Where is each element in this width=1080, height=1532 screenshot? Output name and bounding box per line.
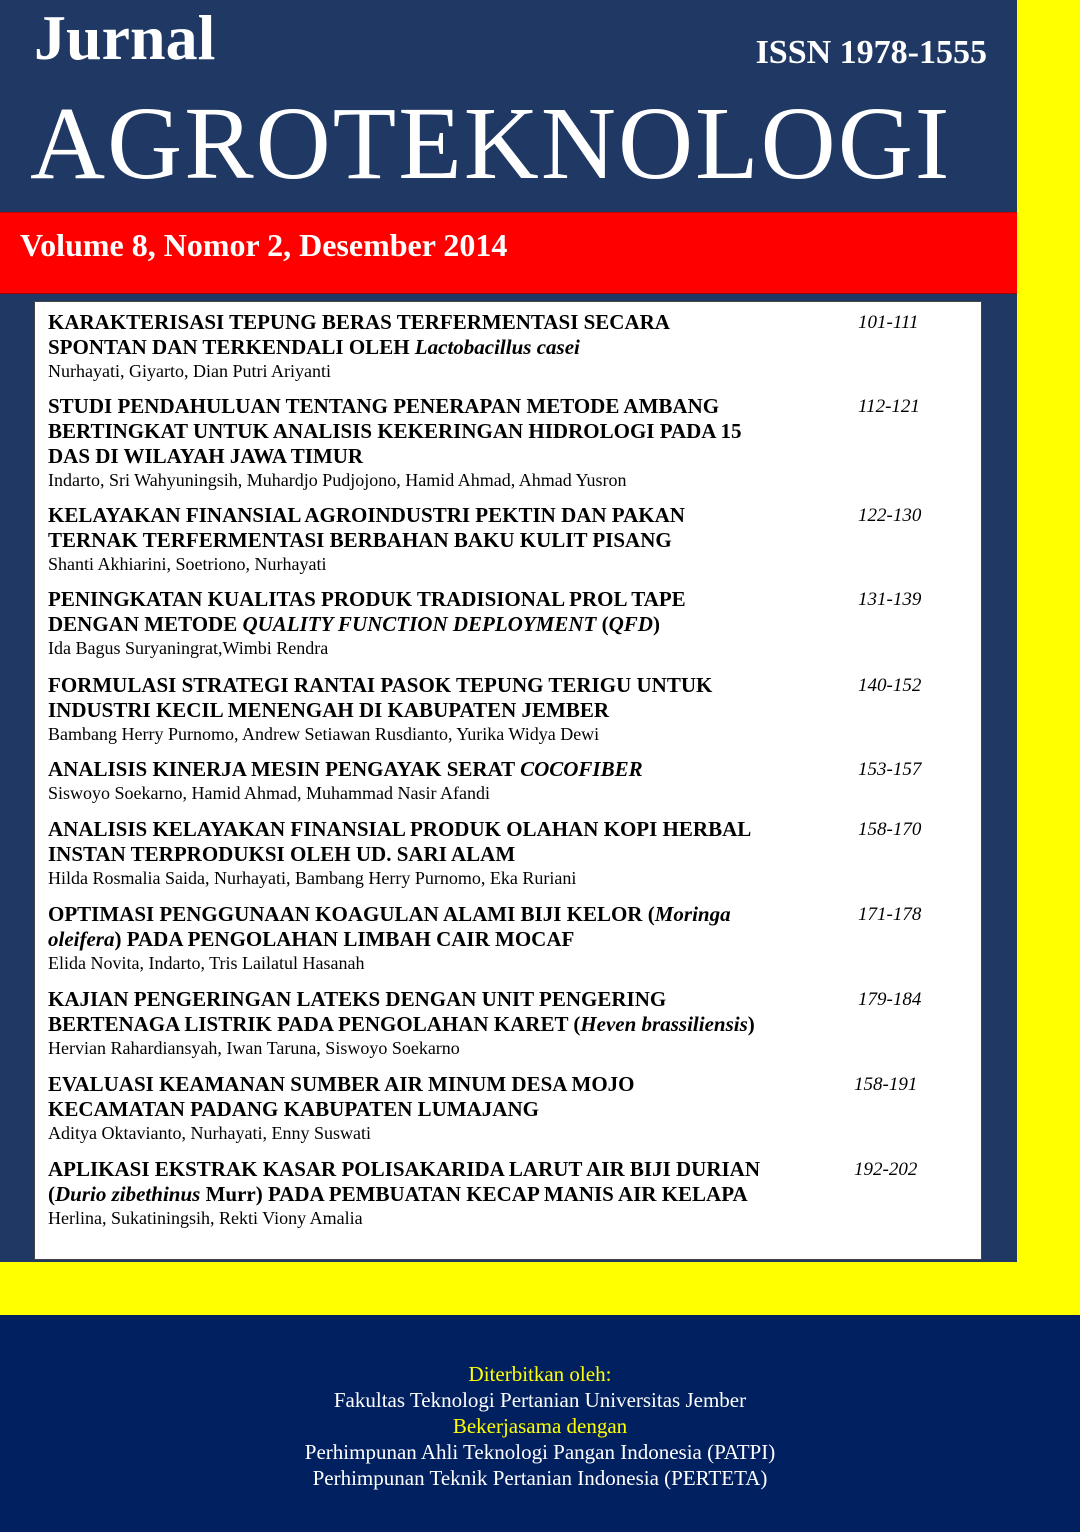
article-pages: 192-202 (854, 1159, 918, 1180)
article-authors: Hervian Rahardiansyah, Iwan Taruna, Siswoyo Soekarno (48, 1038, 460, 1058)
article-entry[interactable] (48, 817, 968, 889)
published-by-label: Diterbitkan oleh: (468, 1362, 612, 1386)
article-entry[interactable] (48, 1072, 968, 1144)
article-pages: 131-139 (858, 589, 922, 610)
publisher-footer (0, 1315, 1080, 1532)
article-pages: 171-178 (858, 904, 922, 925)
article-authors: Hilda Rosmalia Saida, Nurhayati, Bambang Herry Purnomo, Eka Ruriani (48, 868, 577, 888)
article-entry[interactable] (48, 310, 968, 382)
article-authors: Siswoyo Soekarno, Hamid Ahmad, Muhammad Nasir Afandi (48, 783, 490, 803)
article-pages: 179-184 (858, 989, 922, 1010)
article-entry[interactable] (48, 1157, 968, 1229)
article-entry[interactable] (48, 757, 968, 804)
article-entry[interactable] (48, 902, 968, 974)
journal-label: Jurnal (34, 2, 216, 73)
partner-organization: Perhimpunan Ahli Teknologi Pangan Indonesia (PATPI) (304, 1440, 776, 1464)
article-entry[interactable] (48, 394, 968, 491)
issn: ISSN 1978-1555 (755, 34, 987, 71)
article-pages: 158-191 (854, 1074, 918, 1095)
article-pages: 158-170 (858, 819, 922, 840)
article-title: EVALUASI KEAMANAN SUMBER AIR MINUM DESA MOJO KECAMATAN PADANG KABUPATEN LUMAJANG (48, 1072, 635, 1121)
article-title: APLIKASI EKSTRAK KASAR POLISAKARIDA LARUT AIR BIJI DURIAN (Durio zibethinus Murr) PADA PEMBUATAN KECAP MANIS AIR KELAPA (48, 1157, 761, 1206)
article-authors: Ida Bagus Suryaningrat,Wimbi Rendra (48, 638, 329, 658)
article-authors: Indarto, Sri Wahyuningsih, Muhardjo Pudjojono, Hamid Ahmad, Ahmad Yusron (48, 470, 627, 490)
article-title: PENINGKATAN KUALITAS PRODUK TRADISIONAL PROL TAPE DENGAN METODE QUALITY FUNCTION DEPLOYMENT (QFD) (48, 587, 686, 636)
article-entry[interactable] (48, 987, 968, 1059)
volume-banner (0, 212, 1017, 294)
article-pages: 140-152 (858, 675, 922, 696)
publisher-faculty: Fakultas Teknologi Pertanian Universitas Jember (333, 1388, 747, 1412)
article-authors: Elida Novita, Indarto, Tris Lailatul Hasanah (48, 953, 365, 973)
article-title: STUDI PENDAHULUAN TENTANG PENERAPAN METODE AMBANG BERTINGKAT UNTUK ANALISIS KEKERINGAN HIDROLOGI PADA 15 DAS DI WILAYAH JAWA TIMUR (48, 394, 742, 468)
cooperation-label: Bekerjasama dengan (452, 1414, 628, 1438)
article-entry[interactable] (48, 503, 968, 575)
partner-organization: Perhimpunan Teknik Pertanian Indonesia (PERTETA) (312, 1466, 768, 1490)
article-authors: Aditya Oktavianto, Nurhayati, Enny Suswati (48, 1123, 371, 1143)
journal-header (0, 0, 1017, 212)
table-of-contents (34, 301, 982, 1260)
article-pages: 112-121 (858, 396, 920, 417)
article-entry[interactable] (48, 673, 968, 745)
article-title: KAJIAN PENGERINGAN LATEKS DENGAN UNIT PENGERING BERTENAGA LISTRIK PADA PENGOLAHAN KARET (Heven brassiliensis) (48, 987, 755, 1036)
journal-title: AGROTEKNOLOGI (30, 86, 952, 201)
article-entry[interactable] (48, 587, 968, 659)
article-title: ANALISIS KINERJA MESIN PENGAYAK SERAT COCOFIBER (48, 757, 643, 781)
article-authors: Herlina, Sukatiningsih, Rekti Viony Amalia (48, 1208, 363, 1228)
article-title: KELAYAKAN FINANSIAL AGROINDUSTRI PEKTIN DAN PAKAN TERNAK TERFERMENTASI BERBAHAN BAKU KULIT PISANG (48, 503, 685, 552)
article-title: FORMULASI STRATEGI RANTAI PASOK TEPUNG TERIGU UNTUK INDUSTRI KECIL MENENGAH DI KABUPATEN JEMBER (48, 673, 713, 722)
article-authors: Nurhayati, Giyarto, Dian Putri Ariyanti (48, 361, 331, 381)
article-authors: Bambang Herry Purnomo, Andrew Setiawan Rusdianto, Yurika Widya Dewi (48, 724, 600, 744)
article-title: OPTIMASI PENGGUNAAN KOAGULAN ALAMI BIJI KELOR (Moringa oleifera) PADA PENGOLAHAN LIMBAH CAIR MOCAF (48, 902, 731, 951)
article-title: KARAKTERISASI TEPUNG BERAS TERFERMENTASI SECARA SPONTAN DAN TERKENDALI OLEH Lactobacillus casei (48, 310, 670, 359)
article-pages: 101-111 (858, 312, 919, 333)
article-pages: 153-157 (858, 759, 922, 780)
article-title: ANALISIS KELAYAKAN FINANSIAL PRODUK OLAHAN KOPI HERBAL INSTAN TERPRODUKSI OLEH UD. SARI ALAM (48, 817, 752, 866)
article-pages: 122-130 (858, 505, 922, 526)
volume-info: Volume 8, Nomor 2, Desember 2014 (20, 227, 508, 263)
article-authors: Shanti Akhiarini, Soetriono, Nurhayati (48, 554, 327, 574)
